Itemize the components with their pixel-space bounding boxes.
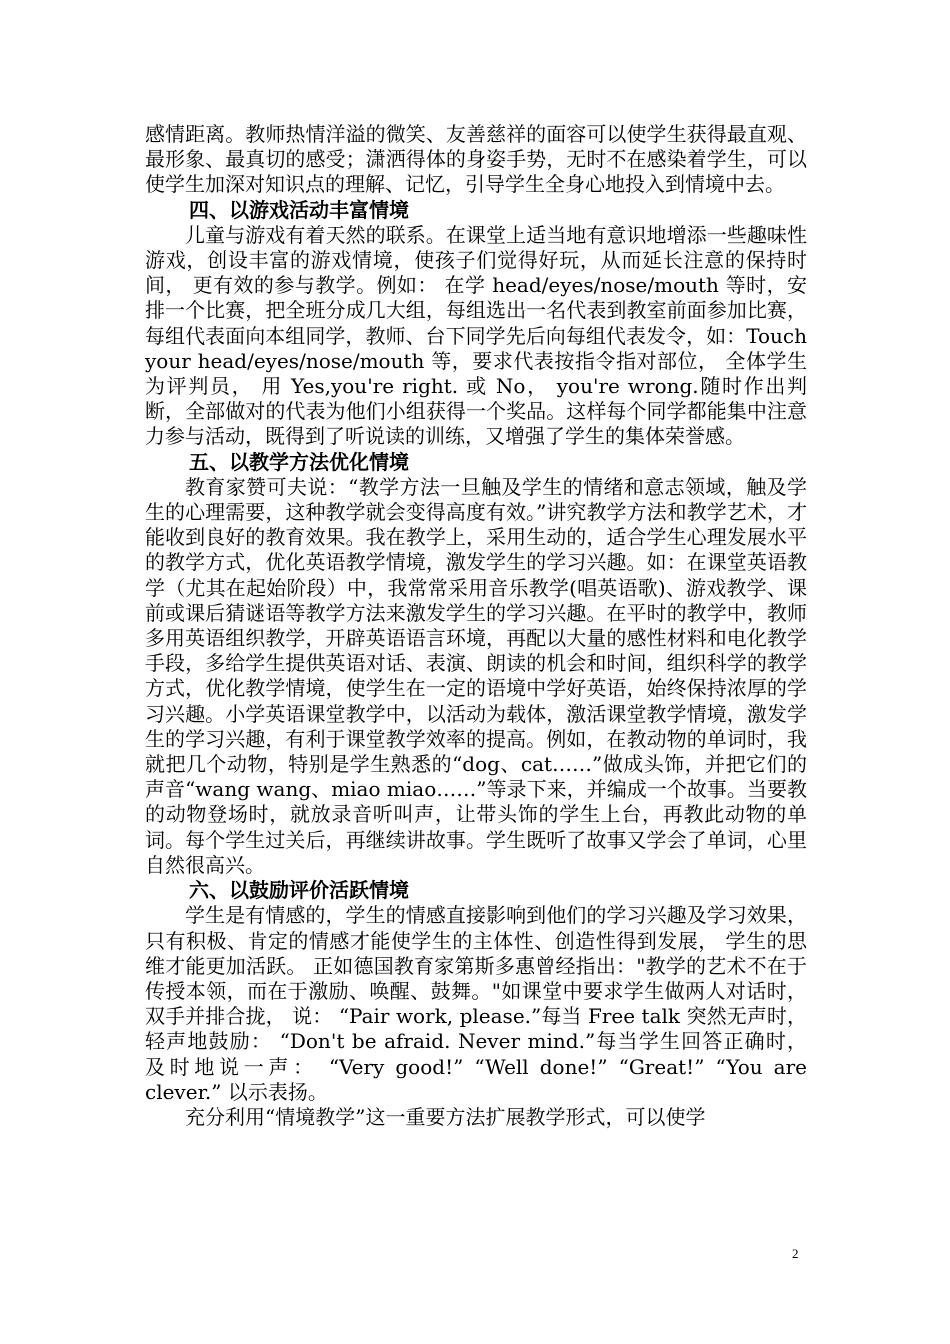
section-heading-4: 四、以游戏活动丰富情境 <box>189 197 409 222</box>
paragraph-games: 儿童与游戏有着天然的联系。在课堂上适当地有意识地增添一些趣味性游戏，创设丰富的游戏情境，使孩子们觉得好玩，从而延长注意的保持时间， 更有效的参与教学。例如： 在学 head/eyes/nose/mouth 等时，安排一个比赛，把全班分成几大组，每组选出一名代表到教室前面参加比赛，每组代表面向本组同学，教师、台下同学先后向每组代表发令，如：Touch your head/eyes/nose/mouth 等，要求代表按指令指对部位， 全体学生为评判员， 用 Yes,you're right. 或 No， you're wrong.随时作出判断，全部做对的代表为他们小组获得一个奖品。这样每个同学都能集中注意力参与活动，既得到了听说读的训练，又增强了学生的集体荣誉感。 <box>145 222 807 449</box>
paragraph-encouragement: 学生是有情感的，学生的情感直接影响到他们的学习兴趣及学习效果，只有积极、肯定的情感才能使学生的主体性、创造性得到发展， 学生的思维才能更加活跃。 正如德国教育家第斯多惠曾经指出："教学的艺术不在于传授本领，而在于激励、唤醒、鼓舞。"如课堂中要求学生做两人对话时， 双手并排合拢， 说： “Pair work, please.”每当 Free talk 突然无声时， 轻声地鼓励： “Don't be afraid. Never mind.”每当学生回答正确时， 及时地说一声： “Very good!” “Well done!” “Great!” “You are clever.” 以示表扬。 <box>145 903 807 1104</box>
paragraph-continued: 感情距离。教师热情洋溢的微笑、友善慈祥的面容可以使学生获得最直观、最形象、最真切的感受；潇洒得体的身姿手势，无时不在感染着学生，可以使学生加深对知识点的理解、记忆，引导学生全身心地投入到情境中去。 <box>145 122 807 197</box>
section-heading-6: 六、以鼓励评价活跃情境 <box>189 878 409 903</box>
page-number: 2 <box>792 1246 799 1261</box>
paragraph-teaching-methods: 教育家赞可夫说：“教学方法一旦触及学生的情绪和意志领域，触及学生的心理需要，这种教学就会变得高度有效。”讲究教学方法和教学艺术，才能收到良好的教育效果。我在教学上，采用生动的，适合学生心理发展水平的教学方式，优化英语教学情境，激发学生的学习兴趣。如：在课堂英语教学（尤其在起始阶段）中，我常常采用音乐教学(唱英语歌)、游戏教学、课前或课后猜谜语等教学方法来激发学生的学习兴趣。在平时的教学中，教师多用英语组织教学，开辟英语语言环境，再配以大量的感性材料和电化教学手段，多给学生提供英语对话、表演、朗读的机会和时间，组织科学的教学方式，优化教学情境，使学生在一定的语境中学好英语，始终保持浓厚的学习兴趣。小学英语课堂教学中，以活动为载体，激活课堂教学情境，激发学生的学习兴趣，有利于课堂教学效率的提高。例如，在教动物的单词时，我就把几个动物，特别是学生熟悉的“dog、cat……”做成头饰，并把它们的声音“wang wang、miao miao……”等录下来，并编成一个故事。当要教的动物登场时，就放录音听叫声，让带头饰的学生上台，再教此动物的单词。每个学生过关后，再继续讲故事。学生既听了故事又学会了单词，心里自然很高兴。 <box>145 474 807 877</box>
paragraph-conclusion-start: 充分利用“情境教学”这一重要方法扩展教学形式，可以使学 <box>185 1104 706 1129</box>
section-heading-5: 五、以教学方法优化情境 <box>189 449 409 474</box>
document-body <box>145 122 807 1130</box>
